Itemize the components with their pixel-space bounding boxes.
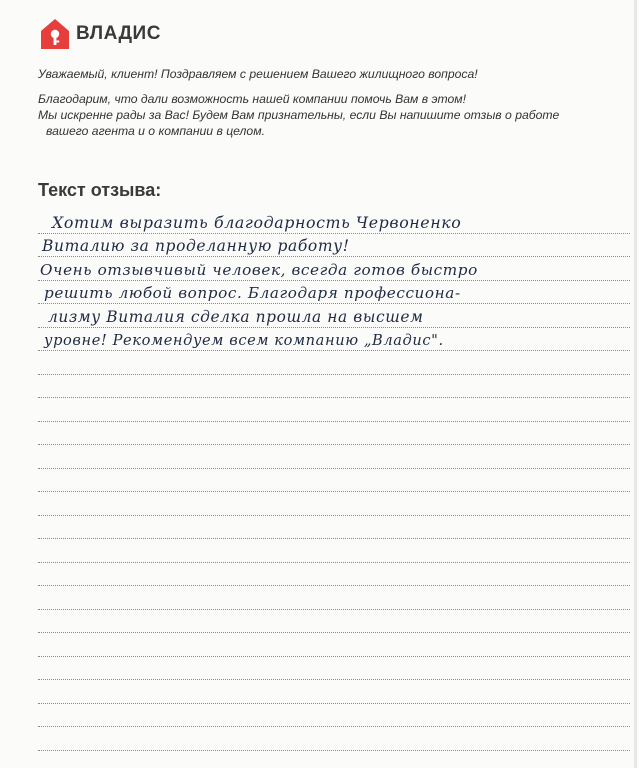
handwritten-line: решить любой вопрос. Благодаря профессиона- <box>44 284 461 302</box>
writing-line <box>38 445 630 469</box>
writing-line <box>38 351 630 375</box>
writing-line <box>38 633 630 657</box>
greeting-text: Уважаемый, клиент! Поздравляем с решением Вашего жилищного вопроса! <box>38 67 478 81</box>
writing-line <box>38 398 630 422</box>
writing-line <box>38 657 630 681</box>
writing-line <box>38 328 630 352</box>
writing-line <box>38 563 630 587</box>
writing-line <box>38 234 630 258</box>
house-key-icon <box>40 18 70 50</box>
writing-line <box>38 257 630 281</box>
writing-line <box>38 680 630 704</box>
request-text: Мы искренне рады за Вас! Будем Вам признательны, если Вы напишите отзыв о работе <box>38 108 560 122</box>
writing-line <box>38 304 630 328</box>
review-lines <box>38 210 630 751</box>
handwritten-line: уровне! Рекомендуем всем компанию „Владис". <box>44 332 444 349</box>
handwritten-line: Виталию за проделанную работу! <box>42 237 350 255</box>
review-heading: Текст отзыва: <box>38 180 162 200</box>
writing-line <box>38 281 630 305</box>
thanks-text: Благодарим, что дали возможность нашей компании помочь Вам в этом! <box>38 92 467 106</box>
writing-line <box>38 210 630 234</box>
writing-line <box>38 704 630 728</box>
writing-line <box>38 727 630 751</box>
writing-line <box>38 469 630 493</box>
intro-text <box>38 66 608 139</box>
writing-line <box>38 492 630 516</box>
writing-line <box>38 610 630 634</box>
request-text-cont: вашего агента и о компании в целом. <box>46 124 265 138</box>
handwritten-line: Очень отзывчивый человек, всегда готов быстро <box>40 260 478 279</box>
brand-name: ВЛАДИС <box>76 23 161 44</box>
writing-line <box>38 539 630 563</box>
writing-line <box>38 516 630 540</box>
writing-line <box>38 375 630 399</box>
brand-logo <box>40 18 161 50</box>
handwritten-line: Хотим выразить благодарность Червоненко <box>52 212 462 232</box>
scan-edge <box>634 0 637 768</box>
writing-line <box>38 422 630 446</box>
writing-line <box>38 586 630 610</box>
handwritten-line: лизму Виталия сделка прошла на высшем <box>48 307 424 326</box>
